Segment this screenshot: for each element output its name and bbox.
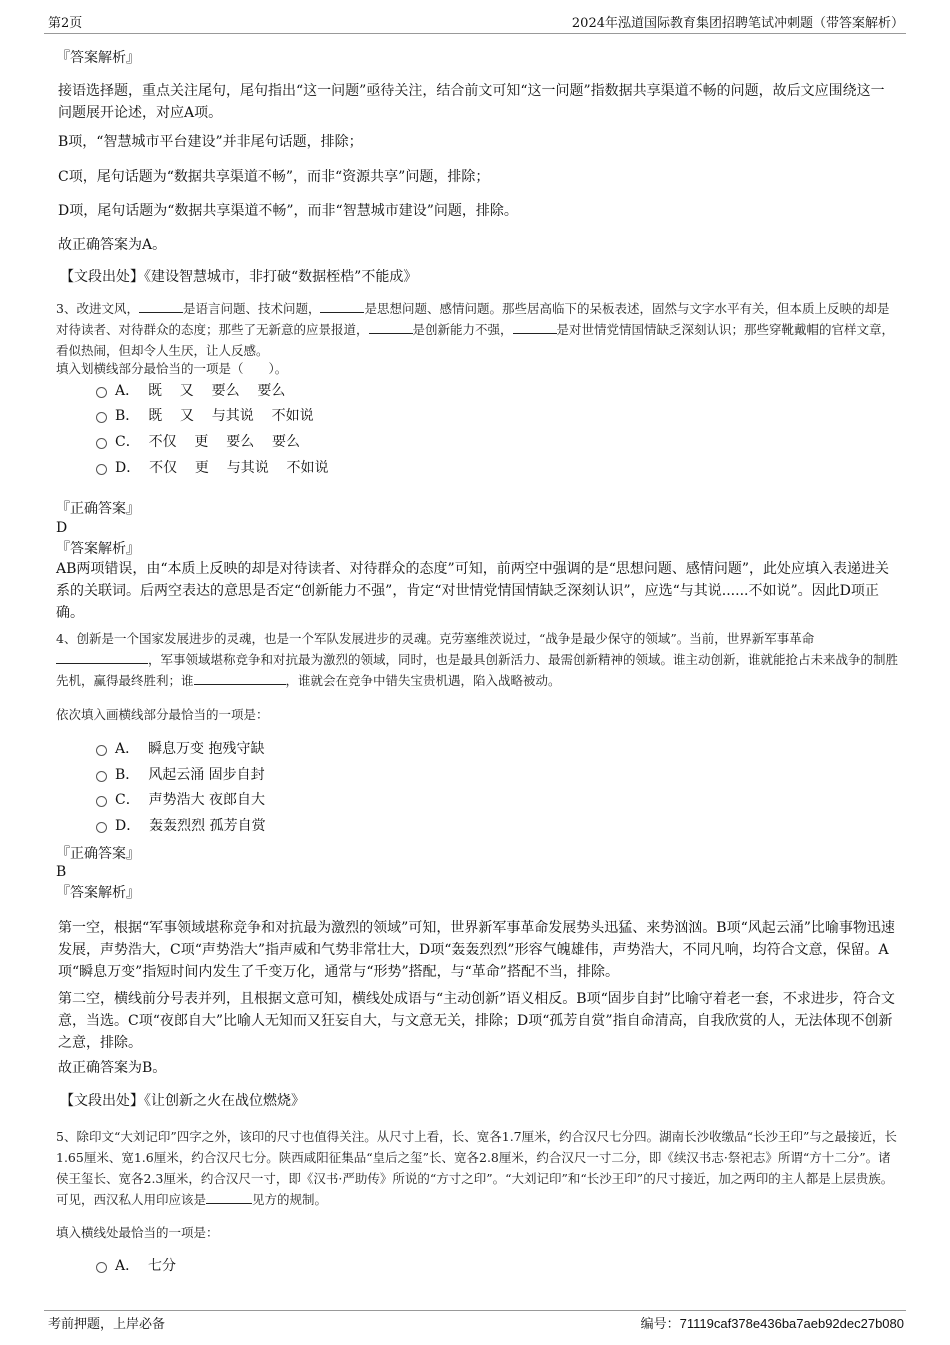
q4-analysis-p2: 第二空，横线前分号表并列，且根据文意可知，横线处成语与“主动创新”语义相反。B项“固步自封”比喻守着老一套，不求进步，符合文意，当选。C项“夜郎自大”比喻人无知而又狂妄自大，与文意无关，排除；D项“孤芳自赏”指自命清高，自我欣赏的人，无法体现不创新之意，排除。 (58, 991, 895, 1051)
q2-analysis-p3: C项，尾句话题为“数据共享渠道不畅”，而非“资源共享”问题，排除； (58, 169, 490, 185)
q5-prompt: 填入横线处最恰当的一项是： (56, 1225, 219, 1240)
q4-stem: 4、创新是一个国家发展进步的灵魂，也是一个军队发展进步的灵魂。克劳塞维茨说过，“战争是最少保守的领域”。当前，世界新军事革命，军事领域堪称竞争和对抗最为激烈的领域，同时，也是最具创新活力、最需创新精神的领域。谁主动创新，谁就能抢占未来战争的制胜先机，赢得最终胜利；谁 ，谁就会在竞争中错失宝贵机遇，陷入战略被动。 (56, 631, 899, 688)
blank (206, 1189, 252, 1204)
q4-answer: B (56, 864, 67, 880)
q4-option-c[interactable]: C． 声势浩大 夜郎自大 (96, 790, 265, 810)
header-divider (44, 33, 906, 34)
radio-icon[interactable] (96, 387, 107, 398)
blank (513, 319, 557, 334)
q3-analysis: AB两项错误，由“本质上反映的却是对待读者、对待群众的态度”可知，前两空中强调的是“思想问题、感情问题”，此处应填入表递进关系的关联词。后两空表达的意思是否定“创新能力不强”，肯定“对世情党情国情缺乏深刻认识”，应选“与其说......不如说”。因此D项正确。 (56, 561, 890, 621)
q2-analysis-p4: D项，尾句话题为“数据共享渠道不畅”，而非“智慧城市建设”问题，排除。 (58, 203, 518, 219)
radio-icon[interactable] (96, 412, 107, 423)
footer-slogan: 考前押题，上岸必备 (48, 1317, 166, 1332)
blank (56, 649, 148, 664)
page-header (0, 12, 950, 34)
radio-icon[interactable] (96, 464, 107, 475)
document-title: 2024年泓道国际教育集团招聘笔试冲刺题（带答案解析） (571, 16, 904, 31)
radio-icon[interactable] (96, 771, 107, 782)
q4-analysis-p1: 第一空，根据“军事领域堪称竞争和对抗最为激烈的领域”可知，世界新军事革命发展势头迅猛、来势汹汹。B项“风起云涌”比喻事物迅速发展，声势浩大，C项“声势浩大”指声威和气势非常壮大，D项“轰轰烈烈”形容气魄雄伟，声势浩大，不同凡响，均符合文意，保留。A项“瞬息万变”指短时间内发生了千变万化，通常与“形势”搭配，与“革命”搭配不当，排除。 (58, 920, 895, 980)
q3-answer-heading: 『正确答案』 (56, 501, 140, 517)
q2-analysis-heading: 『答案解析』 (56, 50, 140, 66)
q4-analysis-heading: 『答案解析』 (56, 885, 140, 901)
radio-icon[interactable] (96, 745, 107, 756)
page-number: 第2页 (48, 16, 83, 31)
radio-icon[interactable] (96, 822, 107, 833)
blank (369, 319, 413, 334)
radio-icon[interactable] (96, 1262, 107, 1273)
blank (139, 298, 183, 313)
blank (320, 298, 364, 313)
q5-option-a[interactable]: A． 七分 (96, 1256, 176, 1276)
q3-prompt: 填入划横线部分最恰当的一项是（ ）。 (56, 361, 288, 376)
q4-analysis-p3: 故正确答案为B。 (58, 1060, 167, 1076)
q2-analysis-p1: 接语选择题，重点关注尾句，尾句指出“这一问题”亟待关注，结合前文可知“这一问题”指数据共享渠道不畅的问题，故后文应围绕这一问题展开论述，对应A项。 (58, 83, 885, 121)
q3-option-c[interactable]: C． 不仅 更 要么 要么 (96, 432, 300, 452)
q3-analysis-heading: 『答案解析』 (56, 541, 140, 557)
q5-stem: 5、除印文“大刘记印”四字之外，该印的尺寸也值得关注。从尺寸上看，长、宽各1.7厘米，约合汉尺七分四。湖南长沙收缴品“长沙王印”与之最接近，长1.65厘米、宽1.6厘米，约合汉尺七分。陕西咸阳征集品“皇后之玺”长、宽各2.8厘米，约合汉尺一寸二分，即《续汉书志·祭祀志》所谓“方十二分”。诸侯王玺长、宽各2.3厘米，约合汉尺一寸，即《汉书·严助传》所说的“方寸之印”。“大刘记印”和“长沙王印”的尺寸接近，加之两印的主人都是上层贵族。可见，西汉私人用印应该是 见方的规制。 (56, 1129, 897, 1207)
q4-option-a[interactable]: A． 瞬息万变 抱残守缺 (96, 739, 264, 759)
q4-prompt: 依次填入画横线部分最恰当的一项是： (56, 707, 269, 722)
radio-icon[interactable] (96, 438, 107, 449)
q3-option-d[interactable]: D． 不仅 更 与其说 不如说 (96, 458, 329, 478)
blank (194, 670, 286, 685)
q2-analysis-p2: B项，“智慧城市平台建设”并非尾句话题，排除； (58, 134, 363, 150)
footer-divider (44, 1310, 906, 1311)
q2-source: 【文段出处】《建设智慧城市，非打破“数据桎梏”不能成》 (60, 269, 418, 285)
q2-analysis-p5: 故正确答案为A。 (58, 237, 167, 253)
q3-option-a[interactable]: A． 既 又 要么 要么 (96, 381, 285, 401)
q4-answer-heading: 『正确答案』 (56, 846, 140, 862)
q4-source: 【文段出处】《让创新之火在战位燃烧》 (60, 1093, 305, 1109)
q4-option-b[interactable]: B． 风起云涌 固步自封 (96, 765, 265, 785)
q3-option-b[interactable]: B． 既 又 与其说 不如说 (96, 406, 314, 426)
q4-option-d[interactable]: D． 轰轰烈烈 孤芳自赏 (96, 816, 266, 836)
radio-icon[interactable] (96, 796, 107, 807)
q3-stem: 3、改进文风， 是语言问题、技术问题， 是思想问题、感情问题。那些居高临下的呆板表述，固然与文字水平有关，但本质上反映的却是对待读者、对待群众的态度；那些了无新意的应景报道， 是创新能力不强， 是对世情党情国情缺乏深刻认识；那些穿靴戴帽的官样文章，看似热闹，但却令人生厌，让人反感。 (56, 298, 901, 361)
q3-answer: D (56, 520, 68, 536)
document-code: 编号：71119caf378e436ba7aeb92dec27b080 (640, 1316, 904, 1332)
